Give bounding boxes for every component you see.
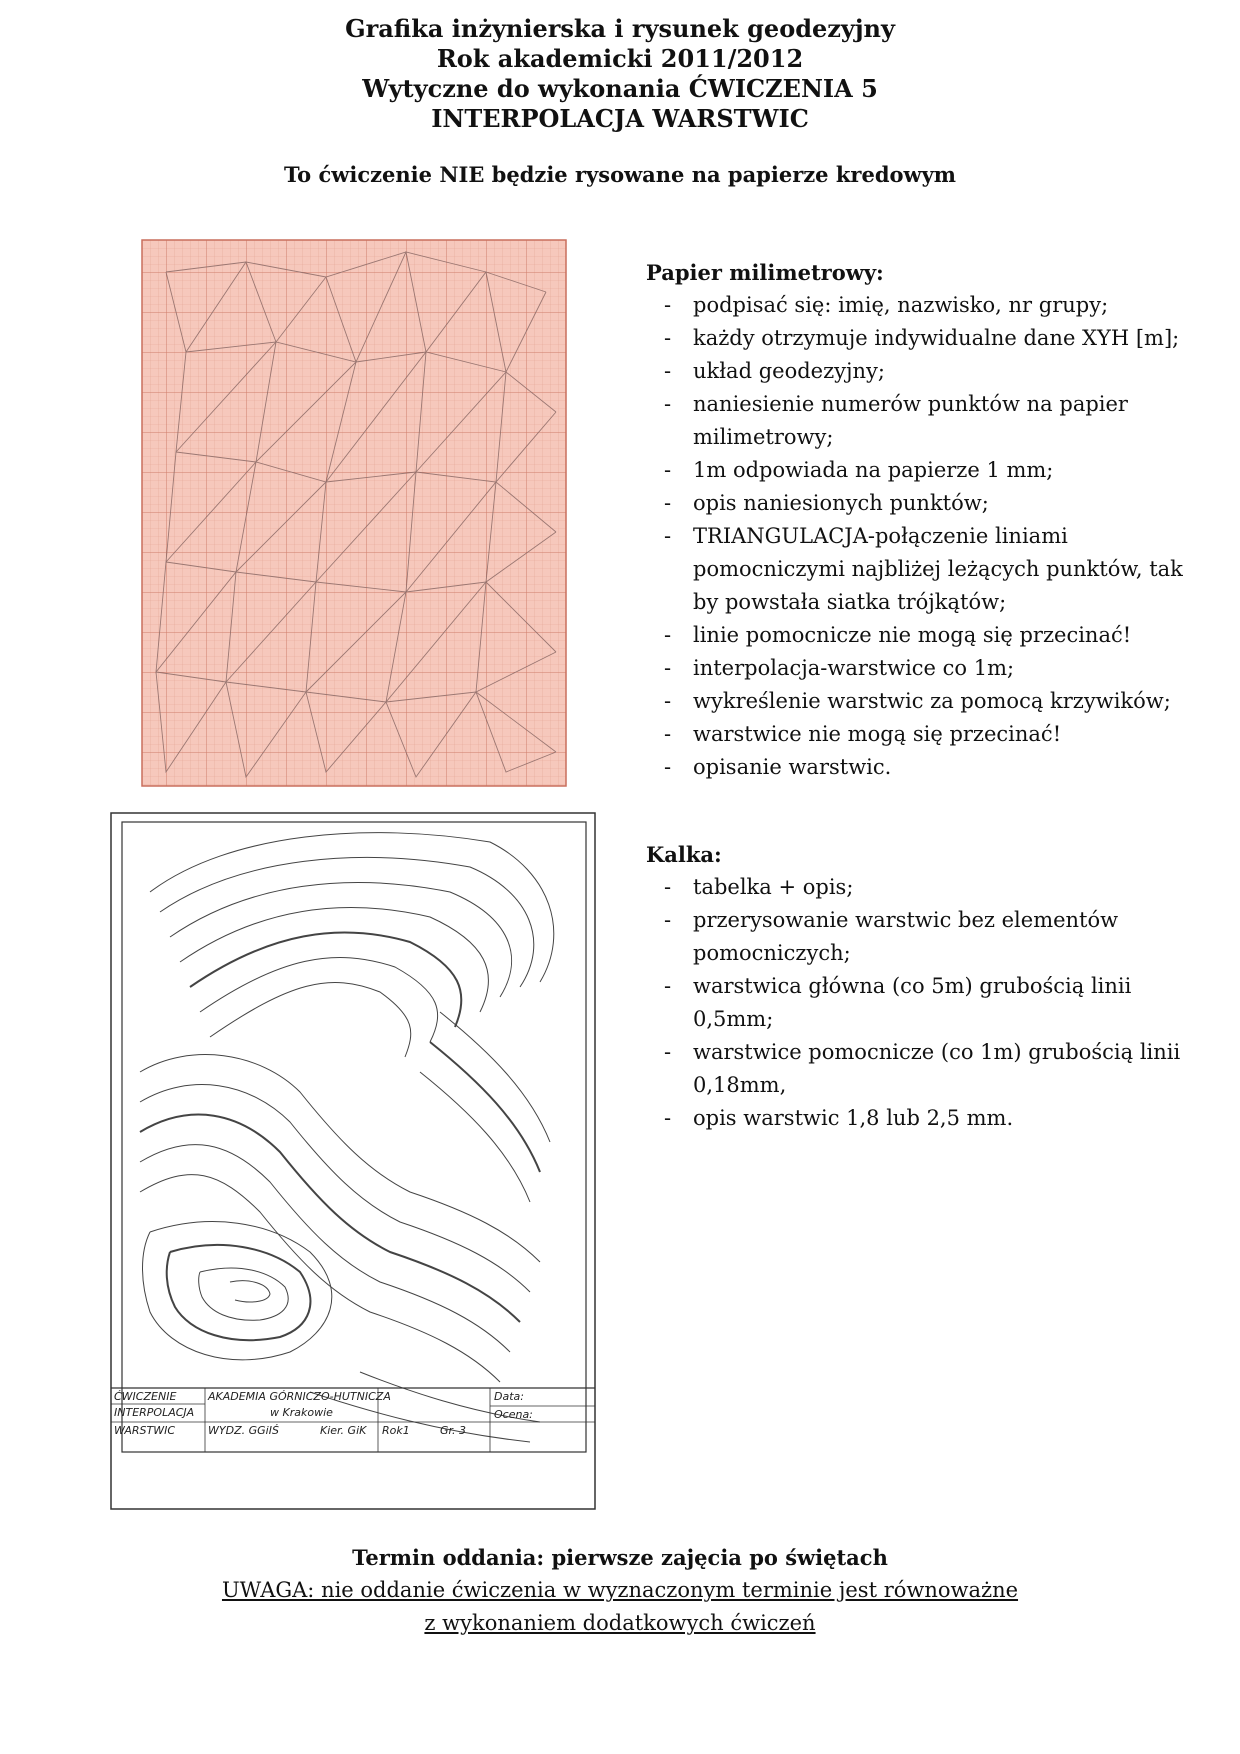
title-block-topic: INTERPOLACJA [114,1406,195,1419]
list-item: - warstwica główna (co 5m) grubością linii 0,5mm; [646,970,1206,1036]
title-block-city: w Krakowie [270,1406,333,1419]
deadline-text: Termin oddania: pierwsze zajęcia po świętach [352,1545,888,1570]
warning-line-1: UWAGA: nie oddanie ćwiczenia w wyznaczonym terminie jest równoważne [221,1578,1019,1602]
list-item: - warstwice nie mogą się przecinać! [646,718,1206,751]
section-tracing-paper [646,838,1206,1135]
list-item: - opisanie warstwic. [646,751,1206,784]
exercise-title: Wytyczne do wykonania ĆWICZENIA 5 [362,74,878,103]
title-block [110,1388,596,1452]
list-item: - interpolacja-warstwice co 1m; [646,652,1206,685]
list-item: - opis warstwic 1,8 lub 2,5 mm. [646,1102,1206,1135]
academic-year: Rok akademicki 2011/2012 [436,44,804,73]
list-item: - naniesienie numerów punktów na papier milimetrowy; [646,388,1206,454]
title-block-grade: Ocena: [494,1408,533,1421]
title-block-field: Kier. GiK [320,1424,367,1437]
page-header [0,14,1240,134]
millimetre-paper-figure [126,232,582,794]
warning-line-2: z wykonaniem dodatkowych ćwiczeń [424,1611,816,1635]
exercise-topic: INTERPOLACJA WARSTWIC [431,104,809,133]
title-block-faculty: WYDZ. GGiIŚ [208,1424,279,1437]
course-title: Grafika inżynierska i rysunek geodezyjny [345,14,895,43]
section-title: Kalka: [646,842,722,867]
instruction-list [646,289,1206,784]
list-item: - tabelka + opis; [646,871,1206,904]
list-item: - każdy otrzymuje indywidualne dane XYH [m]; [646,322,1206,355]
list-item: - warstwice pomocnicze (co 1m) grubością linii 0,18mm, [646,1036,1206,1102]
list-item: - 1m odpowiada na papierze 1 mm; [646,454,1206,487]
list-item: - TRIANGULACJA-połączenie liniami pomocniczymi najbliżej leżących punktów, tak by powstała siatka trójkątów; [646,520,1206,619]
title-block-group: Gr. 3 [440,1424,467,1437]
title-block-exercise: ĆWICZENIE [114,1390,177,1403]
instruction-list [646,871,1206,1135]
list-item: - opis naniesionych punktów; [646,487,1206,520]
page-footer [0,1541,1240,1640]
list-item: - linie pomocnicze nie mogą się przecinać! [646,619,1206,652]
title-block-year: Rok1 [382,1424,410,1437]
paper-note: To ćwiczenie NIE będzie rysowane na papierze kredowym [283,162,957,187]
list-item: - układ geodezyjny; [646,355,1206,388]
list-item: - wykreślenie warstwic za pomocą krzywików; [646,685,1206,718]
list-item: - podpisać się: imię, nazwisko, nr grupy; [646,289,1206,322]
title-block-university: AKADEMIA GÓRNICZO-HUTNICZA [208,1390,391,1403]
list-item: - przerysowanie warstwic bez elementów pomocniczych; [646,904,1206,970]
section-title: Papier milimetrowy: [646,260,884,285]
title-block-date: Data: [494,1390,524,1403]
section-millimetre-paper [646,256,1206,784]
title-block-topic-2: WARSTWIC [114,1424,175,1437]
